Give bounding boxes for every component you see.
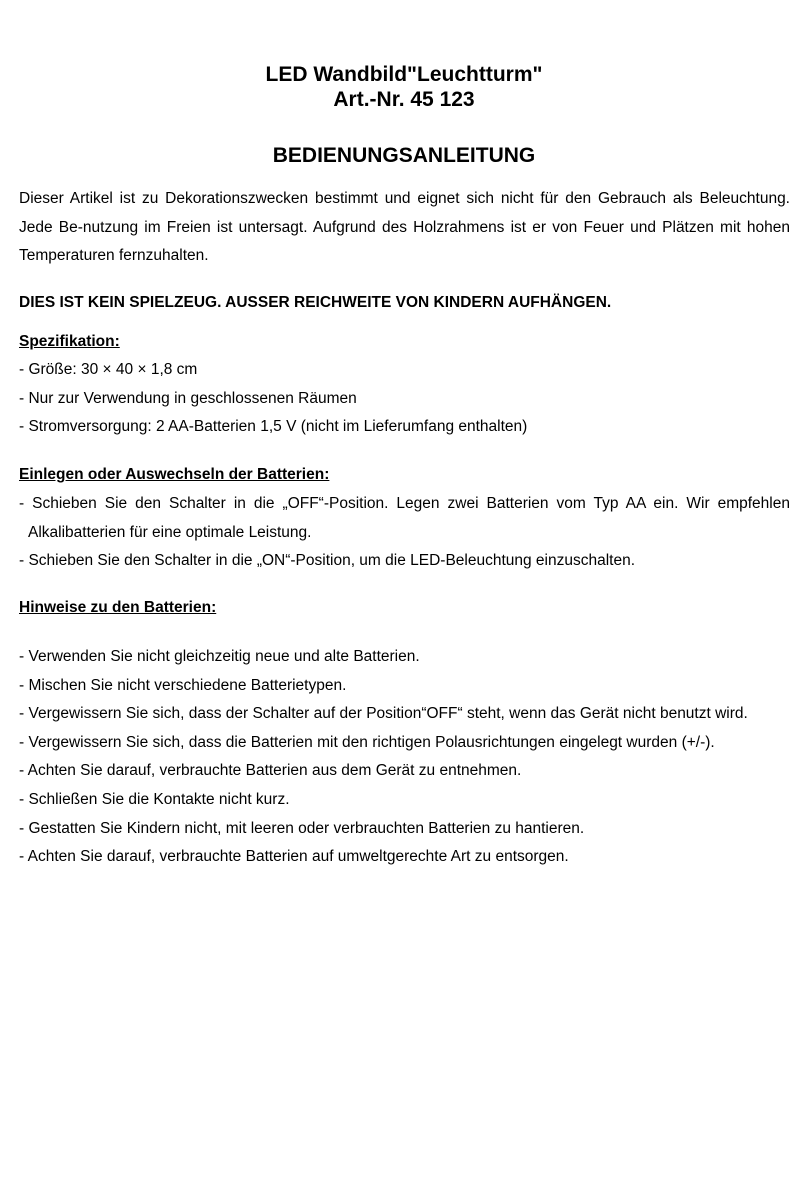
- list-item: - Achten Sie darauf, verbrauchte Batterien auf umweltgerechte Art zu entsorgen.: [19, 848, 569, 866]
- list-item: - Mischen Sie nicht verschiedene Batterietypen.: [19, 676, 347, 694]
- list-item: - Schließen Sie die Kontakte nicht kurz.: [19, 790, 290, 808]
- intro-paragraph: Dieser Artikel ist zu Dekorationszwecken bestimmt und eignet sich nicht für den Gebrauch als Beleuchtung. Jede Be-nutzung im Freien ist untersagt. Aufgrund des Holzrahmens ist er von Feuer und Plätzen mit hohen Temperaturen fernzuhalten.: [19, 190, 790, 265]
- battery-notes-list: [19, 643, 790, 872]
- battery-notes-heading: Hinweise zu den Batterien:: [19, 599, 217, 616]
- list-item: - Gestatten Sie Kindern nicht, mit leeren oder verbrauchten Batterien zu hantieren.: [19, 819, 585, 837]
- specification-list: [19, 356, 790, 442]
- product-name: LED Wandbild"Leuchtturm": [265, 63, 543, 86]
- list-item: - Vergewissern Sie sich, dass die Batterien mit den richtigen Polausrichtungen eingelegt wurden (+/-).: [19, 733, 715, 751]
- list-item: - Größe: 30 × 40 × 1,8 cm: [19, 361, 198, 378]
- batteries-insert-list: [19, 490, 790, 576]
- list-item: - Stromversorgung: 2 AA-Batterien 1,5 V (nicht im Lieferumfang enthalten): [19, 418, 528, 436]
- list-item: - Schieben Sie den Schalter in die „OFF“-Position. Legen zwei Batterien vom Typ AA ein. Wir empfehlen Alkalibatterien für eine optimale Leistung.: [19, 495, 790, 541]
- list-item: - Verwenden Sie nicht gleichzeitig neue und alte Batterien.: [19, 648, 420, 665]
- list-item: - Schieben Sie den Schalter in die „ON“-Position, um die LED-Beleuchtung einzuschalten.: [19, 552, 636, 570]
- article-number: Art.-Nr. 45 123: [333, 88, 475, 111]
- document-title: [0, 62, 808, 112]
- list-item: - Nur zur Verwendung in geschlossenen Räumen: [19, 389, 357, 407]
- list-item: - Achten Sie darauf, verbrauchte Batterien aus dem Gerät zu entnehmen.: [19, 762, 522, 780]
- specification-heading: Spezifikation:: [19, 333, 120, 350]
- batteries-insert-heading: Einlegen oder Auswechseln der Batterien:: [19, 466, 330, 483]
- list-item: - Vergewissern Sie sich, dass der Schalter auf der Position“OFF“ steht, wenn das Gerät nicht benutzt wird.: [19, 705, 748, 723]
- manual-heading: BEDIENUNGSANLEITUNG: [272, 144, 536, 167]
- warning-text: DIES IST KEIN SPIELZEUG. AUSSER REICHWEITE VON KINDERN AUFHÄNGEN.: [19, 294, 612, 311]
